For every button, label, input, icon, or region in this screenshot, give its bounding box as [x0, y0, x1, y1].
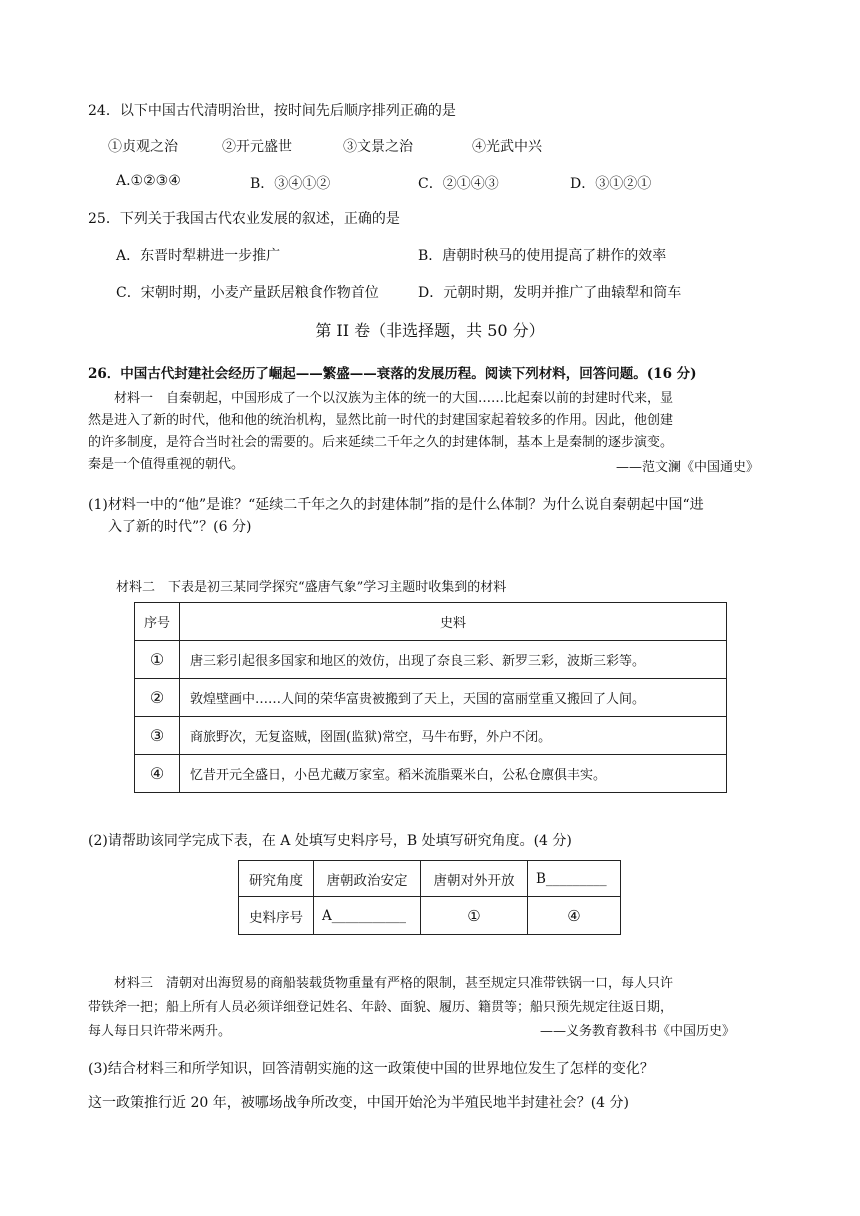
material2-table — [134, 602, 727, 793]
q25-option-a: A．东晋时犁耕进一步推广 — [116, 248, 281, 264]
material1 — [88, 388, 673, 476]
sub-question-1 — [88, 494, 704, 538]
sub-question-2: (2)请帮助该同学完成下表，在 A 处填写史料序号，B 处填写研究角度。(4 分) — [88, 833, 572, 849]
q26-stem: 26．中国古代封建社会经历了崛起——繁盛——衰落的发展历程。阅读下列材料，回答问题。(16 分) — [88, 366, 697, 382]
table1-row-3-no: ③ — [135, 717, 180, 755]
q24-item-3: ③文景之治 — [343, 139, 413, 155]
q24-option-d: D．③①②① — [570, 176, 652, 192]
table1-row-4-no: ④ — [135, 755, 180, 793]
q24-item-2: ②开元盛世 — [222, 139, 292, 155]
q24-item-1: ①贞观之治 — [108, 139, 178, 155]
table2-r2-c4: ④ — [528, 897, 621, 935]
table2-r2-c3: ① — [421, 897, 528, 935]
material2-intro: 材料二 下表是初三某同学探究“盛唐气象”学习主题时收集到的材料 — [116, 580, 507, 595]
table2-r2-c2: A___________ — [314, 897, 421, 935]
q25-option-d: D．元朝时期，发明并推广了曲辕犁和筒车 — [418, 285, 682, 301]
table1-header-no: 序号 — [135, 603, 180, 641]
sub1-line-1: (1)材料一中的“他”是谁？“延续二千年之久的封建体制”指的是什么体制？为什么说自秦朝起中国“进 — [88, 497, 704, 513]
material1-line-4: 秦是一个值得重视的朝代。 — [88, 457, 245, 472]
material3-source: ——义务教育教科书《中国历史》 — [540, 1024, 736, 1039]
research-table — [238, 860, 621, 935]
table1-row-1-text: 唐三彩引起很多国家和地区的效仿，出现了奈良三彩、新罗三彩，波斯三彩等。 — [180, 641, 727, 679]
table2-r1-c1: 研究角度 — [239, 861, 314, 897]
table1-row-3-text: 商旅野次，无复盗贼，囹圄(监狱)常空，马牛布野，外户不闭。 — [180, 717, 727, 755]
q25-stem: 25．下列关于我国古代农业发展的叙述，正确的是 — [88, 211, 400, 227]
q24-item-4: ④光武中兴 — [472, 139, 542, 155]
q25-option-b: B．唐朝时秧马的使用提高了耕作的效率 — [418, 248, 667, 264]
q24-option-a: A.①②③④ — [116, 173, 181, 189]
material1-line-2: 然是进入了新的时代，他和他的统治机构，显然比前一时代的封建国家起着较多的作用。因此，他创建 — [88, 413, 674, 428]
table1-header-source: 史料 — [180, 603, 727, 641]
table1-row-2-text: 敦煌壁画中……人间的荣华富贵被搬到了天上，天国的富丽堂重又搬回了人间。 — [180, 679, 727, 717]
material3-line-2: 带铁斧一把；船上所有人员必须详细登记姓名、年龄、面貌、履历、籍贯等；船只预先规定往返日期， — [88, 1000, 674, 1015]
material3-line-1: 材料三 清朝对出海贸易的商船装载货物重量有严格的限制，甚至规定只准带铁锅一口，每人只许 — [114, 976, 674, 991]
sub1-line-2: 入了新的时代”？(6 分) — [108, 519, 252, 535]
q24-stem: 24．以下中国古代清明治世，按时间先后顺序排列正确的是 — [88, 103, 456, 119]
table1-row-2-no: ② — [135, 679, 180, 717]
q24-option-b: B．③④①② — [250, 176, 331, 192]
material1-source: ——范文澜《中国通史》 — [616, 460, 760, 475]
sub-question-3-line-1: (3)结合材料三和所学知识，回答清朝实施的这一政策使中国的世界地位发生了怎样的变化？ — [88, 1061, 654, 1077]
table2-r1-c2: 唐朝政治安定 — [314, 861, 421, 897]
section-title: 第 II 卷（非选择题，共 50 分） — [315, 321, 545, 340]
q24-option-c: C．②①④③ — [418, 176, 499, 192]
q25-option-c: C．宋朝时期，小麦产量跃居粮食作物首位 — [116, 285, 379, 301]
table2-r1-c4: B_________ — [528, 861, 621, 897]
material3-line-3: 每人每日只许带米两升。 — [88, 1024, 232, 1039]
table2-r1-c3: 唐朝对外开放 — [421, 861, 528, 897]
material1-line-3: 的许多制度，是符合当时社会的需要的。后来延续二千年之久的封建体制，基本上是秦制的逐步演变。 — [88, 435, 674, 450]
table2-r2-c1: 史料序号 — [239, 897, 314, 935]
material1-line-1: 材料一 自秦朝起，中国形成了一个以汉族为主体的统一的大国……比起秦以前的封建时代来，显 — [114, 391, 674, 406]
table1-row-1-no: ① — [135, 641, 180, 679]
sub-question-3-line-2: 这一政策推行近 20 年，被哪场战争所改变，中国开始沦为半殖民地半封建社会？(4 分) — [88, 1095, 629, 1111]
table1-row-4-text: 忆昔开元全盛日，小邑尤藏万家室。稻米流脂粟米白，公私仓廪俱丰实。 — [180, 755, 727, 793]
